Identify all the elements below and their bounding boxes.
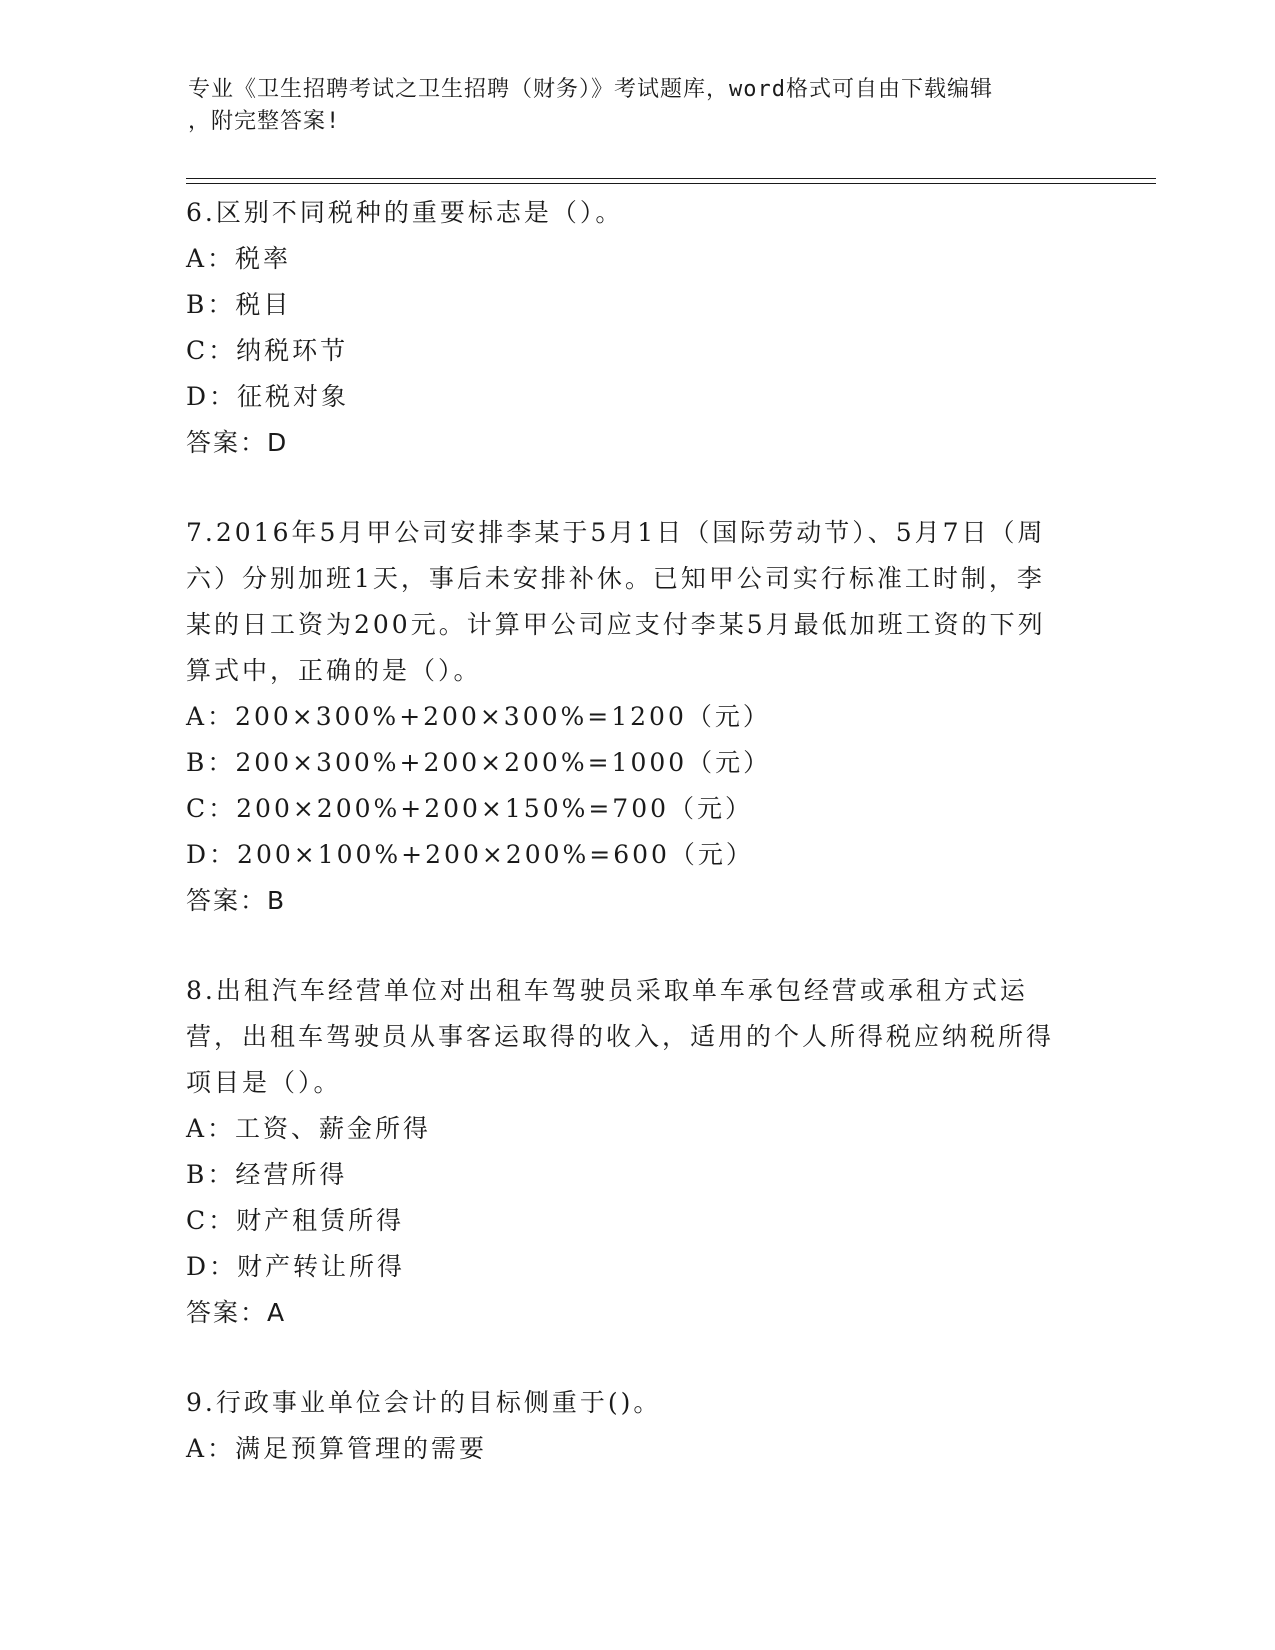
header-line-2: ，附完整答案! [188,109,341,134]
header-line-1: 专业《卫生招聘考试之卫生招聘（财务）》考试题库，word格式可自由下载编辑 [188,77,993,102]
question-stem: 7.2016年5月甲公司安排李某于5月1日（国际劳动节）、5月7日（周六）分别加班1天，事后未安排补休。已知甲公司实行标准工时制，李某的日工资为200元。计算甲公司应支付李某5月最低加班工资的下列算式中，正确的是（）。 [186,518,1046,685]
question-list [186,190,1066,1516]
question-9 [186,1380,1066,1472]
option-c: C：纳税环节 [186,336,349,365]
answer: 答案：D [186,428,289,457]
document-header [188,74,1068,138]
option-a: A：工资、薪金所得 [186,1114,432,1143]
question-stem: 9.行政事业单位会计的目标侧重于()。 [186,1388,662,1417]
option-d: D：200×100%+200×200%=600（元） [186,840,754,869]
option-a: A：税率 [186,244,292,273]
answer: 答案：A [186,1298,287,1327]
option-d: D：财产转让所得 [186,1252,406,1281]
question-7 [186,510,1066,924]
option-c: C：200×200%+200×150%=700（元） [186,794,754,823]
question-6 [186,190,1066,466]
question-8 [186,968,1066,1336]
question-stem: 8.出租汽车经营单位对出租车驾驶员采取单车承包经营或承租方式运营，出租车驾驶员从事客运取得的收入，适用的个人所得税应纳税所得项目是（）。 [186,976,1055,1097]
option-b: B：经营所得 [186,1160,348,1189]
option-b: B：200×300%+200×200%=1000（元） [186,748,772,777]
option-a: A：200×300%+200×300%=1200（元） [186,702,771,731]
question-stem: 6.区别不同税种的重要标志是（）。 [186,198,624,227]
header-divider-bottom [186,183,1156,184]
option-c: C：财产租赁所得 [186,1206,405,1235]
option-b: B：税目 [186,290,292,319]
answer: 答案：B [186,886,287,915]
option-a: A：满足预算管理的需要 [186,1434,488,1463]
option-d: D：征税对象 [186,382,350,411]
header-divider-top [186,178,1156,179]
